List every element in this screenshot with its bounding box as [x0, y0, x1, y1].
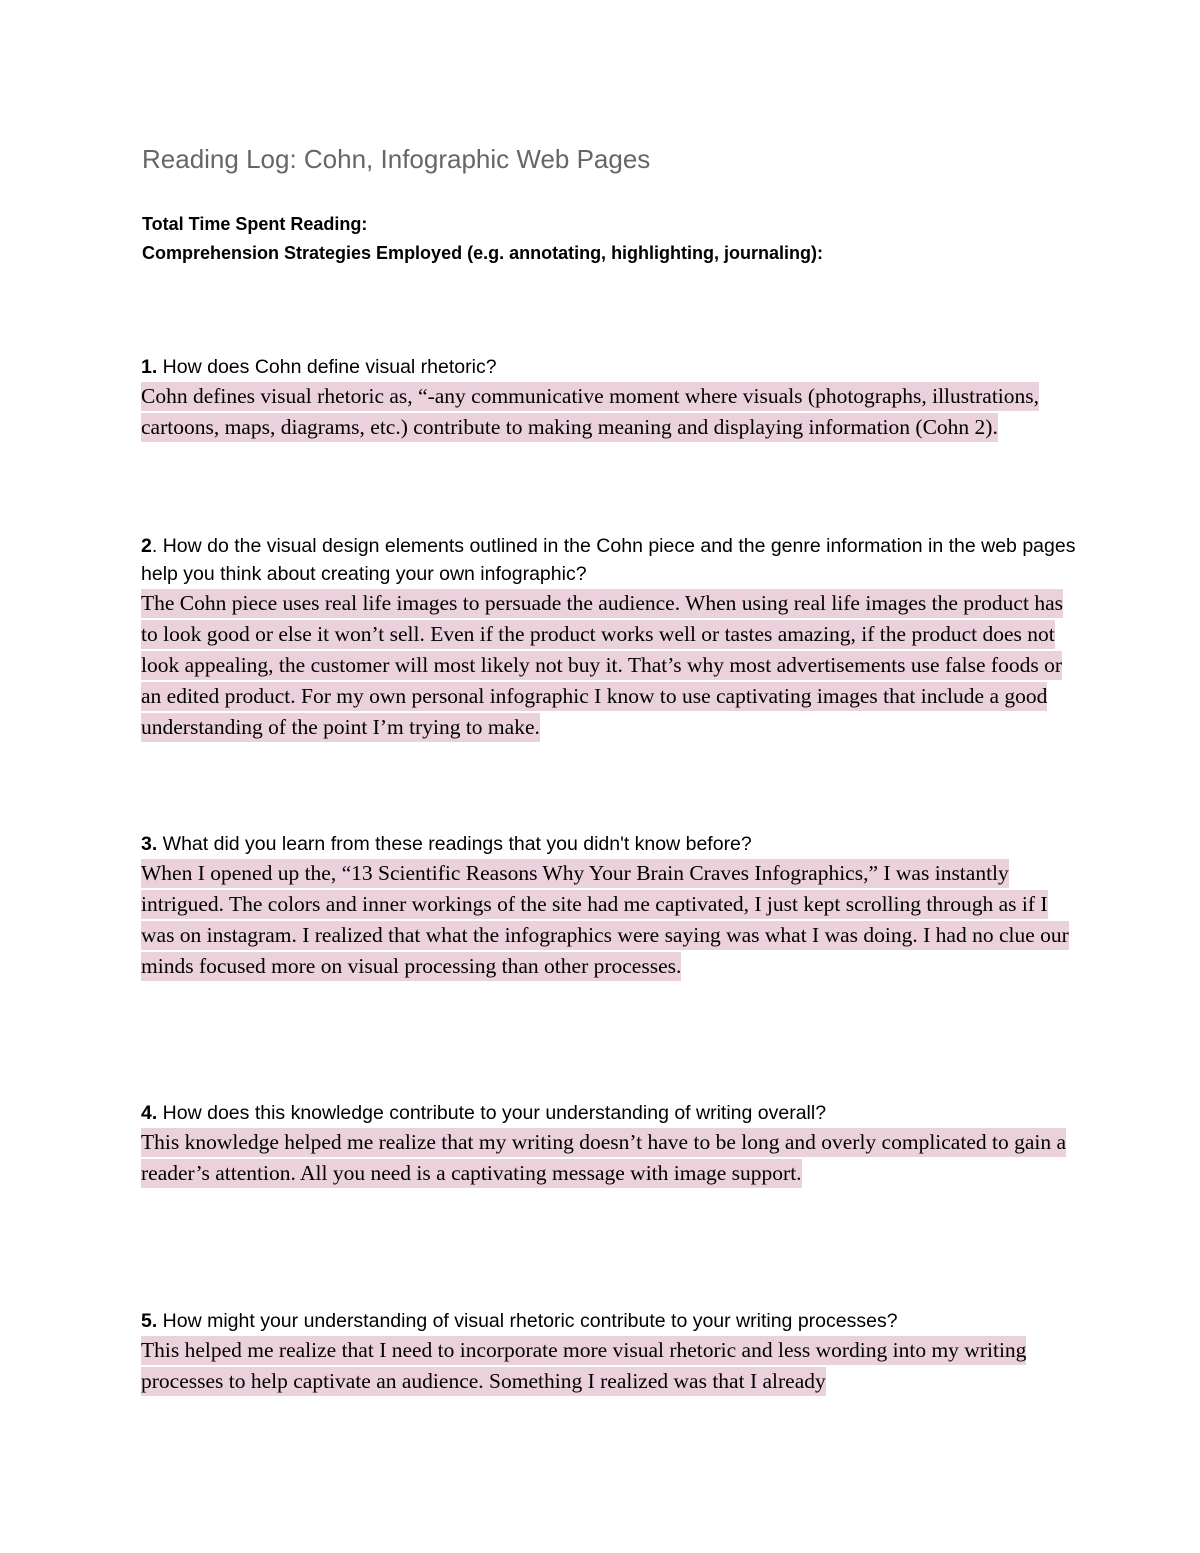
- question-block-3: [141, 830, 1081, 982]
- question-prompt: [141, 1307, 1081, 1335]
- question-block-2: [141, 532, 1081, 743]
- question-number: 4.: [141, 1102, 158, 1124]
- question-text: What did you learn from these readings that you didn't know before?: [157, 833, 752, 855]
- question-block-5: [141, 1307, 1081, 1397]
- question-text: . How do the visual design elements outlined in the Cohn piece and the genre information in the web pages help you think about creating your own infographic?: [141, 535, 1076, 585]
- question-prompt: [141, 353, 1081, 381]
- highlighted-answer: This knowledge helped me realize that my writing doesn’t have to be long and overly complicated to gain a reader’s attention. All you need is a captivating message with image support.: [141, 1128, 1066, 1188]
- highlighted-answer: When I opened up the, “13 Scientific Reasons Why Your Brain Craves Infographics,” I was instantly intrigued. The colors and inner workings of the site had me captivated, I just kept scrolling through as if I was on instagram. I realized that what the infographics were saying was what I was doing. I had no clue our minds focused more on visual processing than other processes.: [141, 859, 1069, 981]
- question-prompt: [141, 1099, 1081, 1127]
- question-text: How does Cohn define visual rhetoric?: [157, 356, 497, 378]
- question-number: 2: [141, 535, 152, 557]
- highlighted-answer: This helped me realize that I need to incorporate more visual rhetoric and less wording into my writing processes to help captivate an audience. Something I realized was that I already: [141, 1336, 1026, 1396]
- answer-text: [141, 381, 1081, 443]
- question-number: 1.: [141, 356, 158, 378]
- strategies-label: Comprehension Strategies Employed (e.g. annotating, highlighting, journaling):: [142, 243, 824, 263]
- highlighted-answer: The Cohn piece uses real life images to persuade the audience. When using real life images the product has to look good or else it won’t sell. Even if the product works well or tastes amazing, if the product does not look appealing, the customer will most likely not buy it. That’s why most advertisements use false foods or an edited product. For my own personal infographic I know to use captivating images that include a good understanding of the point I’m trying to make.: [141, 589, 1063, 742]
- question-number: 3.: [141, 833, 158, 855]
- question-block-1: [141, 353, 1081, 443]
- question-prompt: [141, 532, 1081, 588]
- question-prompt: [141, 830, 1081, 858]
- answer-text: [141, 1335, 1081, 1397]
- question-text: How might your understanding of visual rhetoric contribute to your writing processes?: [157, 1310, 898, 1332]
- document-title: Reading Log: Cohn, Infographic Web Pages: [142, 144, 651, 174]
- total-time-label: Total Time Spent Reading:: [142, 214, 368, 234]
- answer-text: [141, 858, 1081, 982]
- highlighted-answer: Cohn defines visual rhetoric as, “-any communicative moment where visuals (photographs, illustrations, cartoons, maps, diagrams, etc.) contribute to making meaning and displaying information (Cohn 2).: [141, 382, 1039, 442]
- question-block-4: [141, 1099, 1081, 1189]
- answer-text: [141, 588, 1081, 743]
- answer-text: [141, 1127, 1081, 1189]
- question-text: How does this knowledge contribute to your understanding of writing overall?: [157, 1102, 827, 1124]
- question-number: 5.: [141, 1310, 158, 1332]
